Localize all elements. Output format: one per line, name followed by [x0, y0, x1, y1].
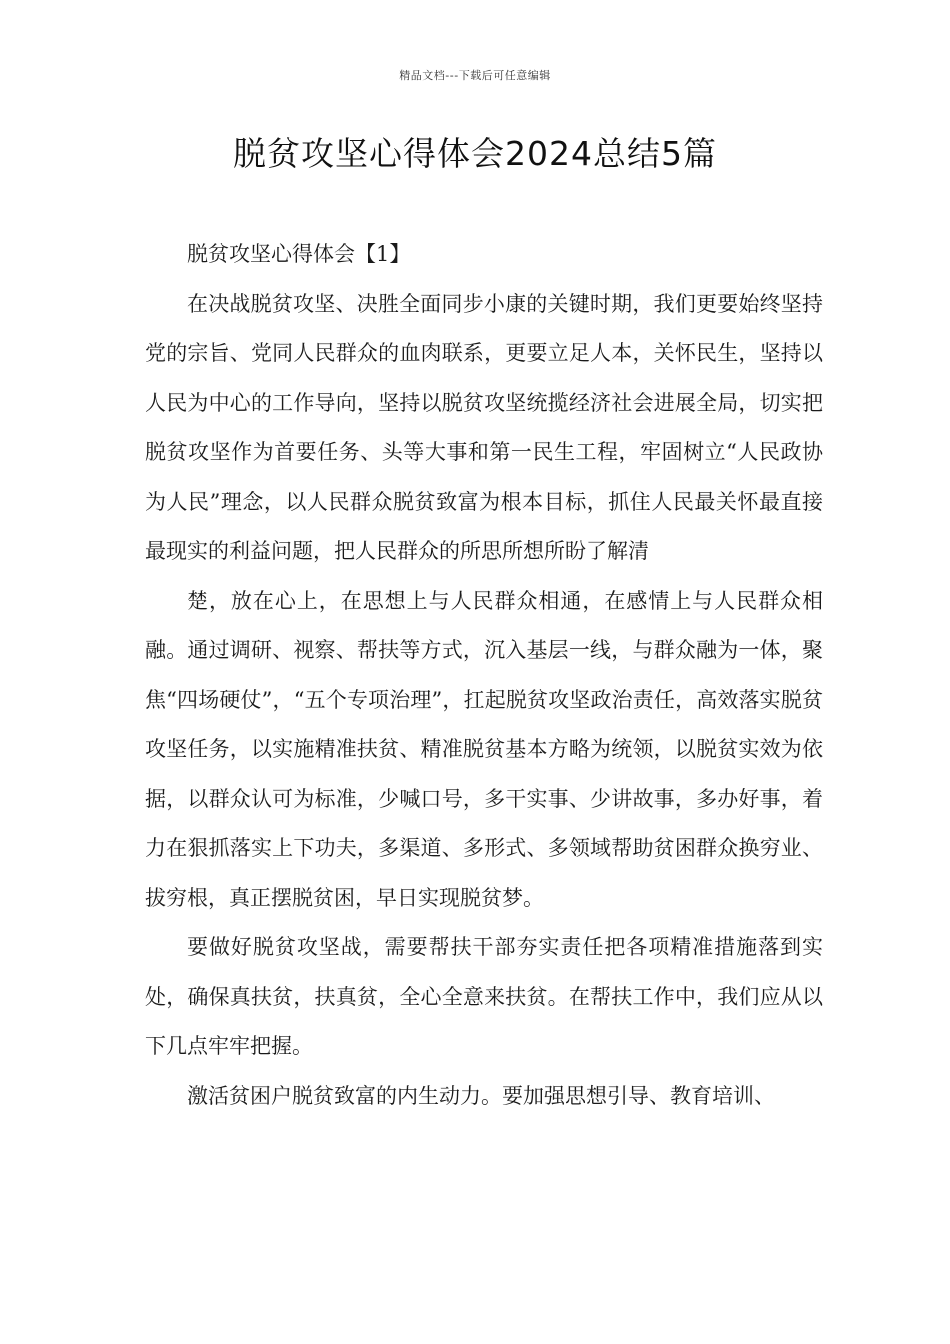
- paragraph: 激活贫困户脱贫致富的内生动力。要加强思想引导、教育培训、: [187, 1083, 775, 1108]
- paragraph: 楚，放在心上，在思想上与人民群众相通，在感情上与人民群众相融。通过调研、视察、帮扶等方式，沉入基层一线，与群众融为一体，聚焦“四场硬仗”，“五个专项治理”，扛起脱贫攻坚政治责任，高效落实脱贫攻坚任务，以实施精准扶贫、精准脱贫基本方略为统领，以脱贫实效为依据，以群众认可为标准，少喊口号，多干实事、少讲故事，多办好事，着力在狠抓落实上下功夫，多渠道、多形式、多领域帮助贫困群众换穷业、拔穷根，真正摆脱贫困，早日实现脱贫梦。: [145, 588, 823, 910]
- header-note: 精品文档---下载后可任意编辑: [399, 69, 551, 82]
- document-title: 脱贫攻坚心得体会2024总结5篇: [233, 134, 717, 173]
- paragraph: 要做好脱贫攻坚战，需要帮扶干部夯实责任把各项精准措施落到实处，确保真扶贫，扶真贫，全心全意来扶贫。在帮扶工作中，我们应从以下几点牢牢把握。: [145, 935, 823, 1058]
- section-heading: 脱贫攻坚心得体会【1】: [187, 242, 411, 266]
- document-body: [145, 230, 823, 1121]
- paragraph: 在决战脱贫攻坚、决胜全面同步小康的关键时期，我们更要始终坚持党的宗旨、党同人民群众的血肉联系，更要立足人本，关怀民生，坚持以人民为中心的工作导向，坚持以脱贫攻坚统揽经济社会进展全局，切实把脱贫攻坚作为首要任务、头等大事和第一民生工程，牢固树立“人民政协为人民”理念，以人民群众脱贫致富为根本目标，抓住人民最关怀最直接最现实的利益问题，把人民群众的所思所想所盼了解清: [145, 291, 823, 563]
